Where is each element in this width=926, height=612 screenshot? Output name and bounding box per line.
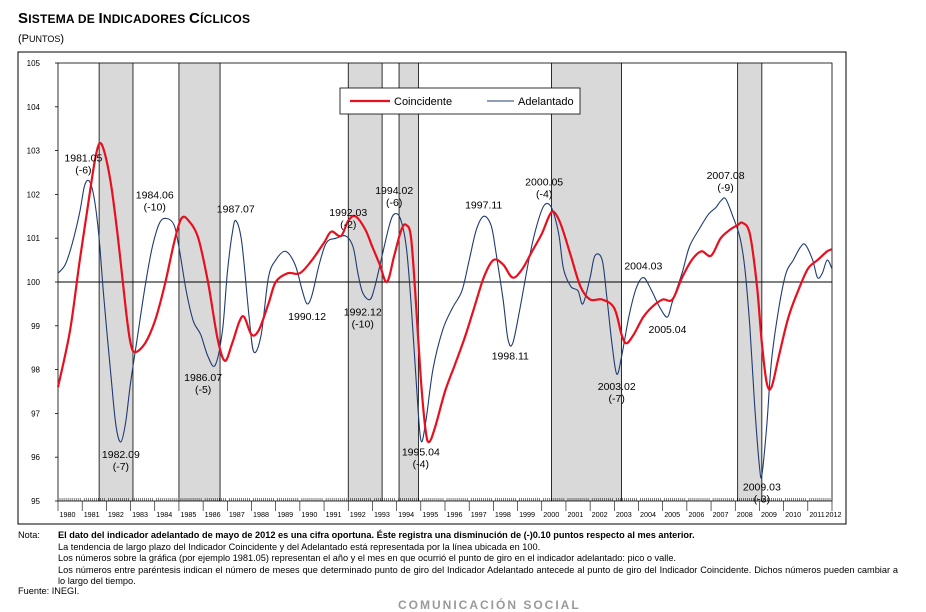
annotation-label: 1982.09 <box>101 448 140 461</box>
x-tick-label: 1980 <box>59 510 76 519</box>
annotation-label: (-10) <box>143 201 166 214</box>
legend <box>340 88 580 114</box>
annotation-label: 2007.08 <box>706 169 745 182</box>
note-line-2: La tendencia de largo plazo del Indicador Coincidente y del Adelantado está representada por la línea ubicada en 100. <box>58 541 541 552</box>
annotation-label: 2003.02 <box>597 380 636 393</box>
x-tick-label: 1994 <box>398 510 415 519</box>
chart-subtitle: (PUNTOS) <box>18 33 65 45</box>
y-tick-label: 103 <box>26 146 40 156</box>
annotation-label: 1995.04 <box>401 446 440 459</box>
source-note: Fuente: INEGI. <box>18 586 80 596</box>
x-tick-label: 1982 <box>107 510 124 519</box>
note-line-3: Los números sobre la gráfica (por ejemplo 1981.05) representan el año y el mes en que ocurrió el punto de giro en el indicador adelantado: pico o valle. <box>58 553 676 563</box>
notes-body <box>58 530 898 588</box>
y-tick-label: 102 <box>26 190 40 200</box>
chart-title: SISTEMA DE INDICADORES CÍCLICOS <box>18 10 251 27</box>
annotation-label: (-9) <box>717 181 734 194</box>
x-tick-label: 2005 <box>664 510 681 519</box>
x-tick-label: 1985 <box>180 510 197 519</box>
legend-label-coincidente: Coincidente <box>394 96 453 108</box>
annotation-label: (-7) <box>608 392 625 405</box>
x-tick-label: 1997 <box>470 510 487 519</box>
x-tick-label: 2009 <box>760 510 777 519</box>
x-tick-label: 2003 <box>615 510 632 519</box>
x-tick-label: 1990 <box>301 510 318 519</box>
annotation-label: 2005.04 <box>648 324 687 337</box>
x-tick-label: 2000 <box>543 510 560 519</box>
x-tick-label: 2012 <box>825 510 842 519</box>
x-tick-label: 2002 <box>591 510 608 519</box>
x-tick-label: 1992 <box>349 510 366 519</box>
annotation-label: (-6) <box>75 164 92 177</box>
notes-label: Nota: <box>18 530 40 540</box>
annotation-label: (-4) <box>535 188 553 201</box>
x-tick-label: 2007 <box>712 510 729 519</box>
x-tick-label: 1987 <box>228 510 245 519</box>
annotation-label: 1990.12 <box>288 310 327 323</box>
annotation-label: 2004.03 <box>624 260 663 273</box>
y-tick-label: 97 <box>31 409 40 419</box>
x-tick-label: 1988 <box>253 510 269 519</box>
x-tick-label: 1986 <box>204 510 221 519</box>
note-line-1: El dato del indicador adelantado de mayo de 2012 es una cifra oportuna. Éste registra una disminución de (-)0.10 puntos respecto al mes anterior. <box>58 530 695 540</box>
x-tick-label: 2001 <box>567 510 584 519</box>
y-tick-label: 100 <box>26 278 40 287</box>
annotation-label: 1992.03 <box>329 207 368 220</box>
annotation-label: 1994.02 <box>375 185 414 198</box>
annotation-label: 1981.05 <box>64 152 103 165</box>
x-tick-label: 1995 <box>422 510 439 519</box>
x-tick-label: 1983 <box>132 510 149 519</box>
annotation-label: 1986.07 <box>184 372 223 385</box>
x-tick-label: 1998 <box>494 510 511 519</box>
x-tick-label: 2008 <box>736 510 753 519</box>
annotation-label: (-3) <box>753 493 771 506</box>
annotation-label: 1998.11 <box>491 350 529 363</box>
y-tick-label: 101 <box>26 234 40 244</box>
annotation-label: 1992.12 <box>343 306 382 319</box>
y-tick-label: 98 <box>31 365 40 375</box>
annotation-label: 1984.06 <box>135 189 174 202</box>
x-tick-label: 1996 <box>446 510 463 519</box>
annotation-label: 2009.03 <box>742 481 781 494</box>
annotation-label: (-4) <box>412 458 429 471</box>
x-tick-label: 2004 <box>640 510 656 519</box>
x-tick-label: 2010 <box>785 510 802 519</box>
annotation-label: 1997.11 <box>465 199 503 212</box>
annotation-label: 2000.05 <box>525 176 564 189</box>
x-tick-label: 2011 <box>809 510 825 519</box>
y-tick-label: 105 <box>26 59 40 68</box>
x-tick-label: 1989 <box>277 510 294 519</box>
annotation-label: (-10) <box>351 318 374 331</box>
footer-text: COMUNICACIÓN SOCIAL <box>398 598 581 612</box>
y-tick-label: 96 <box>31 453 40 463</box>
annotation-label: (-7) <box>112 460 130 473</box>
annotation-label: (-2) <box>340 219 357 232</box>
x-tick-label: 1991 <box>325 510 342 519</box>
y-tick-label: 99 <box>31 321 40 331</box>
x-tick-label: 1993 <box>373 510 390 519</box>
x-tick-label: 2006 <box>688 510 705 519</box>
note-line-4: Los números entre paréntesis indican el número de meses que determinado punto de giro del Indicador Adelantado antecede al punto de giro del Indicador Coincidente. Dichos números pueden cambiar a lo largo del tiempo. <box>58 564 898 586</box>
x-tick-label: 1999 <box>519 510 536 519</box>
y-tick-label: 95 <box>31 497 40 506</box>
annotation-label: (-6) <box>386 197 403 210</box>
annotation-label: (-5) <box>194 384 212 397</box>
x-tick-label: 1981 <box>83 510 100 519</box>
y-tick-label: 104 <box>26 102 40 112</box>
legend-label-adelantado: Adelantado <box>518 96 574 108</box>
annotation-label: 1987.07 <box>216 203 255 216</box>
x-tick-label: 1984 <box>156 510 173 519</box>
